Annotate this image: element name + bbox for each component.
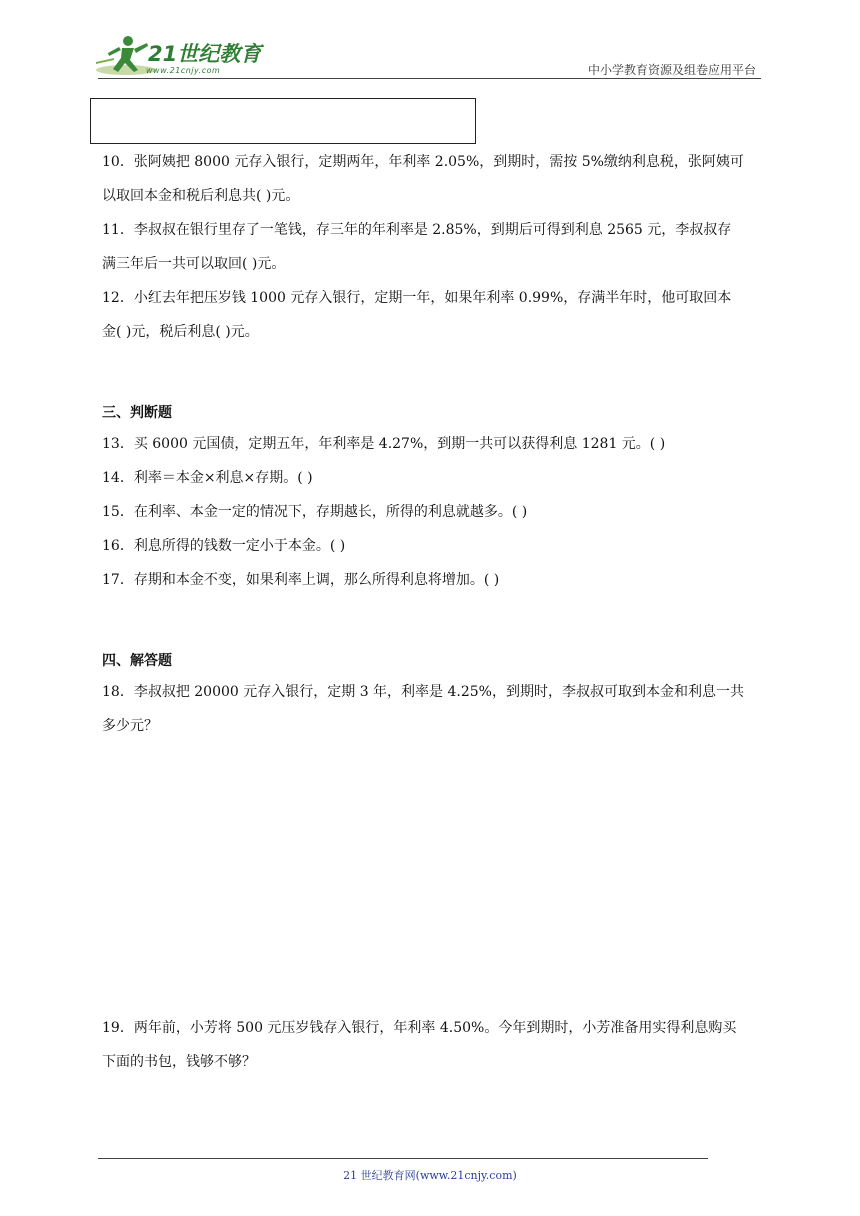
question-16: 16．利息所得的钱数一定小于本金。( )	[102, 538, 346, 554]
question-12-line-1: 12．小红去年把压岁钱 1000 元存入银行，定期一年，如果年利率 0.99%，存满半年时，他可取回本	[102, 290, 732, 306]
question-18-line-1: 18．李叔叔把 20000 元存入银行，定期 3 年，利率是 4.25%，到期时，李叔叔可取到本金和利息一共	[102, 684, 744, 700]
question-14: 14．利率＝本金×利息×存期。( )	[102, 470, 313, 486]
question-15: 15．在利率、本金一定的情况下，存期越长，所得的利息就越多。( )	[102, 504, 528, 520]
logo-text: 21世纪教育	[148, 42, 262, 66]
question-12-line-2: 金( )元，税后利息( )元。	[102, 324, 259, 340]
logo-url: www.21cnjy.com	[146, 66, 221, 75]
question-18-line-2: 多少元？	[102, 718, 158, 734]
question-13: 13．买 6000 元国债，定期五年，年利率是 4.27%，到期一共可以获得利息 1281 元。( )	[102, 436, 666, 452]
section-4-title: 四、解答题	[102, 653, 172, 669]
header-divider	[98, 78, 761, 79]
question-19-line-1: 19．两年前，小芳将 500 元压岁钱存入银行，年利率 4.50%。今年到期时，小芳准备用实得利息购买	[102, 1020, 737, 1036]
header-platform-text: 中小学教育资源及组卷应用平台	[587, 63, 756, 77]
answer-box	[90, 98, 476, 144]
question-11-line-2: 满三年后一共可以取回( )元。	[102, 256, 286, 272]
footer-link[interactable]: 21 世纪教育网(www.21cnjy.com)	[343, 1169, 517, 1182]
section-3-title: 三、判断题	[102, 405, 172, 421]
question-10-line-2: 以取回本金和税后利息共( )元。	[102, 188, 300, 204]
question-19-line-2: 下面的书包，钱够不够？	[102, 1054, 256, 1070]
question-10-line-1: 10．张阿姨把 8000 元存入银行，定期两年，年利率 2.05%，到期时，需按 5%缴纳利息税，张阿姨可	[102, 154, 744, 170]
question-11-line-1: 11．李叔叔在银行里存了一笔钱，存三年的年利率是 2.85%，到期后可得到利息 2565 元，李叔叔存	[102, 222, 732, 238]
footer-divider	[98, 1158, 708, 1159]
question-17: 17．存期和本金不变，如果利率上调，那么所得利息将增加。( )	[102, 572, 500, 588]
